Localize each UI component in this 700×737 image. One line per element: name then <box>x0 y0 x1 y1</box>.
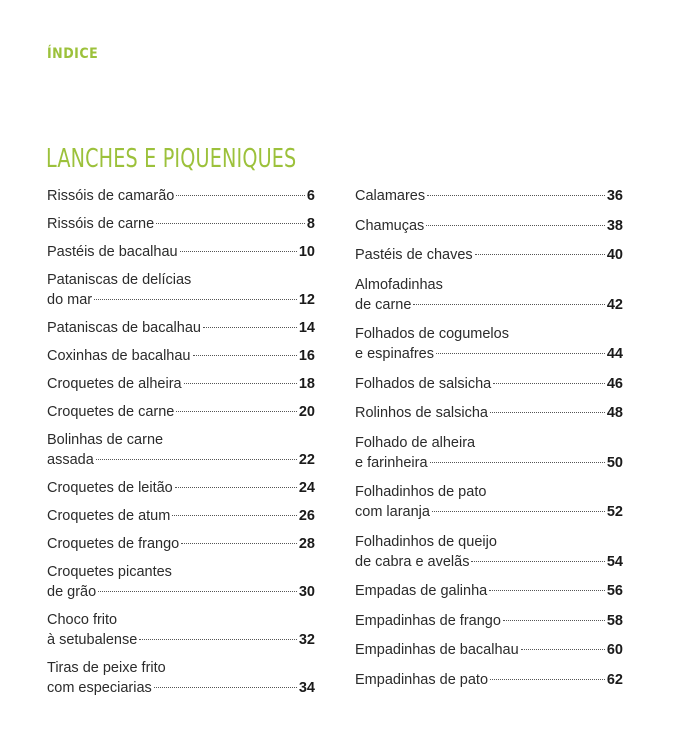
toc-right-column <box>355 186 623 699</box>
toc-entry-line <box>47 478 315 498</box>
toc-entry-line <box>355 403 623 423</box>
toc-entry-title: Folhados de salsicha <box>355 375 492 392</box>
toc-entry <box>47 270 315 310</box>
toc-entry <box>47 214 315 234</box>
dot-leader <box>475 254 605 255</box>
dot-leader <box>98 591 297 592</box>
dot-leader <box>176 411 297 412</box>
toc-entry-line <box>47 630 315 650</box>
toc-entry-title: Rolinhos de salsicha <box>355 405 488 421</box>
toc-entry <box>47 430 315 470</box>
toc-entry-title: à setubalense <box>47 632 138 648</box>
toc-entry-line <box>47 562 315 582</box>
toc-entry-title: Almofadinhas <box>355 276 443 293</box>
page-number: 38 <box>606 217 623 234</box>
dot-leader <box>430 462 605 463</box>
toc-entry <box>47 318 315 338</box>
dot-leader <box>413 304 604 305</box>
page-number: 32 <box>298 632 315 648</box>
page-number: 56 <box>606 583 623 599</box>
toc-entry-title: de carne <box>355 296 412 313</box>
toc-entry <box>355 324 623 364</box>
toc-entry-line <box>355 611 623 631</box>
toc-entry-title: Empadas de galinha <box>355 583 488 599</box>
toc-entry-title: Tiras de peixe frito <box>47 660 166 676</box>
toc-entry-line <box>47 374 315 394</box>
page-number: 62 <box>606 671 623 688</box>
toc-entry-title: Folhado de alheira <box>355 434 476 451</box>
toc-entry-title: de cabra e avelãs <box>355 553 470 570</box>
toc-entry <box>47 534 315 554</box>
toc-entry-line <box>355 324 623 344</box>
dot-leader <box>490 679 605 680</box>
dot-leader <box>426 225 605 226</box>
page-number: 14 <box>298 320 315 336</box>
toc-entry-title: Croquetes picantes <box>47 564 172 580</box>
toc-entry <box>355 275 623 315</box>
toc-entry-line <box>355 186 623 206</box>
toc-entry-line <box>47 582 315 602</box>
toc-entry-line <box>47 318 315 338</box>
toc-entry-title: de grão <box>47 584 97 600</box>
toc-entry-title: Bolinhas de carne <box>47 432 164 448</box>
toc-entry-title: Croquetes de alheira <box>47 376 182 392</box>
page-number: 30 <box>298 584 315 600</box>
toc-entry <box>47 506 315 526</box>
toc-entry-line <box>355 374 623 394</box>
toc-entry-line <box>47 346 315 366</box>
page-number: 6 <box>306 188 315 204</box>
page-number: 60 <box>606 642 623 658</box>
toc-entry-line <box>47 450 315 470</box>
dot-leader <box>180 251 297 252</box>
toc-entry-line <box>47 402 315 422</box>
toc-entry <box>355 482 623 522</box>
toc-entry <box>47 402 315 422</box>
toc-entry <box>47 610 315 650</box>
dot-leader <box>176 195 305 196</box>
page-number: 40 <box>606 247 623 263</box>
toc-entry-line <box>355 552 623 572</box>
dot-leader <box>493 383 605 384</box>
toc-entry-line <box>355 502 623 522</box>
page-number: 12 <box>298 292 315 308</box>
section-title: LANCHES E PIQUENIQUES <box>46 144 297 174</box>
toc-entry-title: Folhadinhos de queijo <box>355 533 497 550</box>
dot-leader <box>471 561 604 562</box>
toc-entry-line <box>355 670 623 690</box>
page-number: 8 <box>306 216 315 232</box>
toc-entry-line <box>47 534 315 554</box>
toc-entry-line <box>355 640 623 660</box>
page-number: 16 <box>298 348 315 364</box>
toc-entry-title: e espinafres <box>355 346 434 362</box>
toc-entry <box>47 186 315 206</box>
toc-entry-title: Coxinhas de bacalhau <box>47 348 191 364</box>
toc-entry-title: Chamuças <box>355 217 425 234</box>
toc-entry-line <box>47 610 315 630</box>
page-number: 24 <box>298 480 315 496</box>
dot-leader <box>427 195 605 196</box>
toc-entry-line <box>355 344 623 364</box>
dot-leader <box>181 543 297 544</box>
toc-entry-line <box>355 482 623 502</box>
toc-entry-line <box>47 678 315 698</box>
toc-entry-line <box>355 581 623 601</box>
toc-entry-line <box>47 242 315 262</box>
dot-leader <box>175 487 297 488</box>
page-number: 52 <box>606 504 623 520</box>
page-number: 46 <box>606 375 623 392</box>
toc-entry-title: Croquetes de leitão <box>47 480 173 496</box>
toc-entry-line <box>47 658 315 678</box>
page-number: 26 <box>298 508 315 524</box>
toc-entry-title: Empadinhas de bacalhau <box>355 642 519 658</box>
dot-leader <box>184 383 297 384</box>
toc-entry-line <box>355 275 623 295</box>
toc-entry-title: Rissóis de camarão <box>47 188 175 204</box>
toc-entry-title: Pastéis de chaves <box>355 247 473 263</box>
toc-entry-title: assada <box>47 452 94 468</box>
toc-entry-line <box>355 453 623 473</box>
toc-entry <box>355 670 623 690</box>
dot-leader <box>432 511 605 512</box>
toc-entry-line <box>47 270 315 290</box>
toc-entry-line <box>47 186 315 206</box>
dot-leader <box>436 353 605 354</box>
toc-entry <box>47 374 315 394</box>
toc-entry-title: Empadinhas de pato <box>355 671 489 688</box>
toc-entry-title: Folhadinhos de pato <box>355 484 487 500</box>
page-number: 36 <box>606 188 623 204</box>
page-number: 44 <box>606 346 623 362</box>
toc-entry-line <box>355 532 623 552</box>
toc-entry-line <box>47 290 315 310</box>
toc-entry <box>355 532 623 572</box>
dot-leader <box>172 515 297 516</box>
toc-entry-line <box>355 433 623 453</box>
toc-entry-title: e farinheira <box>355 454 428 471</box>
toc-entry-title: Pataniscas de bacalhau <box>47 320 201 336</box>
dot-leader <box>154 687 297 688</box>
dot-leader <box>156 223 305 224</box>
page-number: 28 <box>298 536 315 552</box>
page-number: 22 <box>298 452 315 468</box>
toc-entry-title: com laranja <box>355 504 430 520</box>
toc-entry-title: Croquetes de frango <box>47 536 180 552</box>
toc-entry-line <box>47 214 315 234</box>
toc-entry <box>355 374 623 394</box>
page-number: 54 <box>606 553 623 570</box>
toc-entry <box>47 658 315 698</box>
page-number: 34 <box>298 680 315 696</box>
page-number: 58 <box>606 612 623 629</box>
toc-entry-line <box>355 245 623 265</box>
page-number: 42 <box>606 296 623 313</box>
toc-entry <box>355 216 623 236</box>
page-number: 20 <box>298 404 315 420</box>
dot-leader <box>193 355 297 356</box>
toc-entry <box>355 403 623 423</box>
toc-entry <box>355 433 623 473</box>
toc-entry <box>355 186 623 206</box>
page-number: 50 <box>606 454 623 471</box>
toc-entry <box>47 478 315 498</box>
toc-entry <box>355 581 623 601</box>
index-label: ÍNDICE <box>47 46 99 62</box>
toc-entry-title: Calamares <box>355 188 426 204</box>
toc-entry <box>355 245 623 265</box>
toc-entry <box>47 346 315 366</box>
toc-entry-line <box>355 295 623 315</box>
toc-entry-title: Pataniscas de delícias <box>47 272 192 288</box>
toc-entry-line <box>355 216 623 236</box>
toc-entry-title: Pastéis de bacalhau <box>47 244 178 260</box>
page-number: 10 <box>298 244 315 260</box>
dot-leader <box>490 412 605 413</box>
dot-leader <box>94 299 297 300</box>
toc-entry-title: do mar <box>47 292 93 308</box>
page-number: 48 <box>606 405 623 421</box>
dot-leader <box>203 327 297 328</box>
dot-leader <box>489 590 605 591</box>
dot-leader <box>139 639 297 640</box>
toc-entry-title: Empadinhas de frango <box>355 612 501 629</box>
toc-entry-line <box>47 506 315 526</box>
toc-entry-title: com especiarias <box>47 680 152 696</box>
toc-entry <box>47 562 315 602</box>
toc-entry-title: Choco frito <box>47 612 118 628</box>
dot-leader <box>521 649 605 650</box>
toc-entry <box>355 611 623 631</box>
toc-entry-title: Folhados de cogumelos <box>355 326 509 342</box>
page-number: 18 <box>298 376 315 392</box>
toc-entry-line <box>47 430 315 450</box>
toc-entry <box>355 640 623 660</box>
dot-leader <box>503 620 605 621</box>
dot-leader <box>96 459 297 460</box>
toc-entry <box>47 242 315 262</box>
toc-entry-title: Croquetes de atum <box>47 508 171 524</box>
toc-entry-title: Rissóis de carne <box>47 216 155 232</box>
toc-entry-title: Croquetes de carne <box>47 404 175 420</box>
toc-left-column <box>47 186 315 706</box>
